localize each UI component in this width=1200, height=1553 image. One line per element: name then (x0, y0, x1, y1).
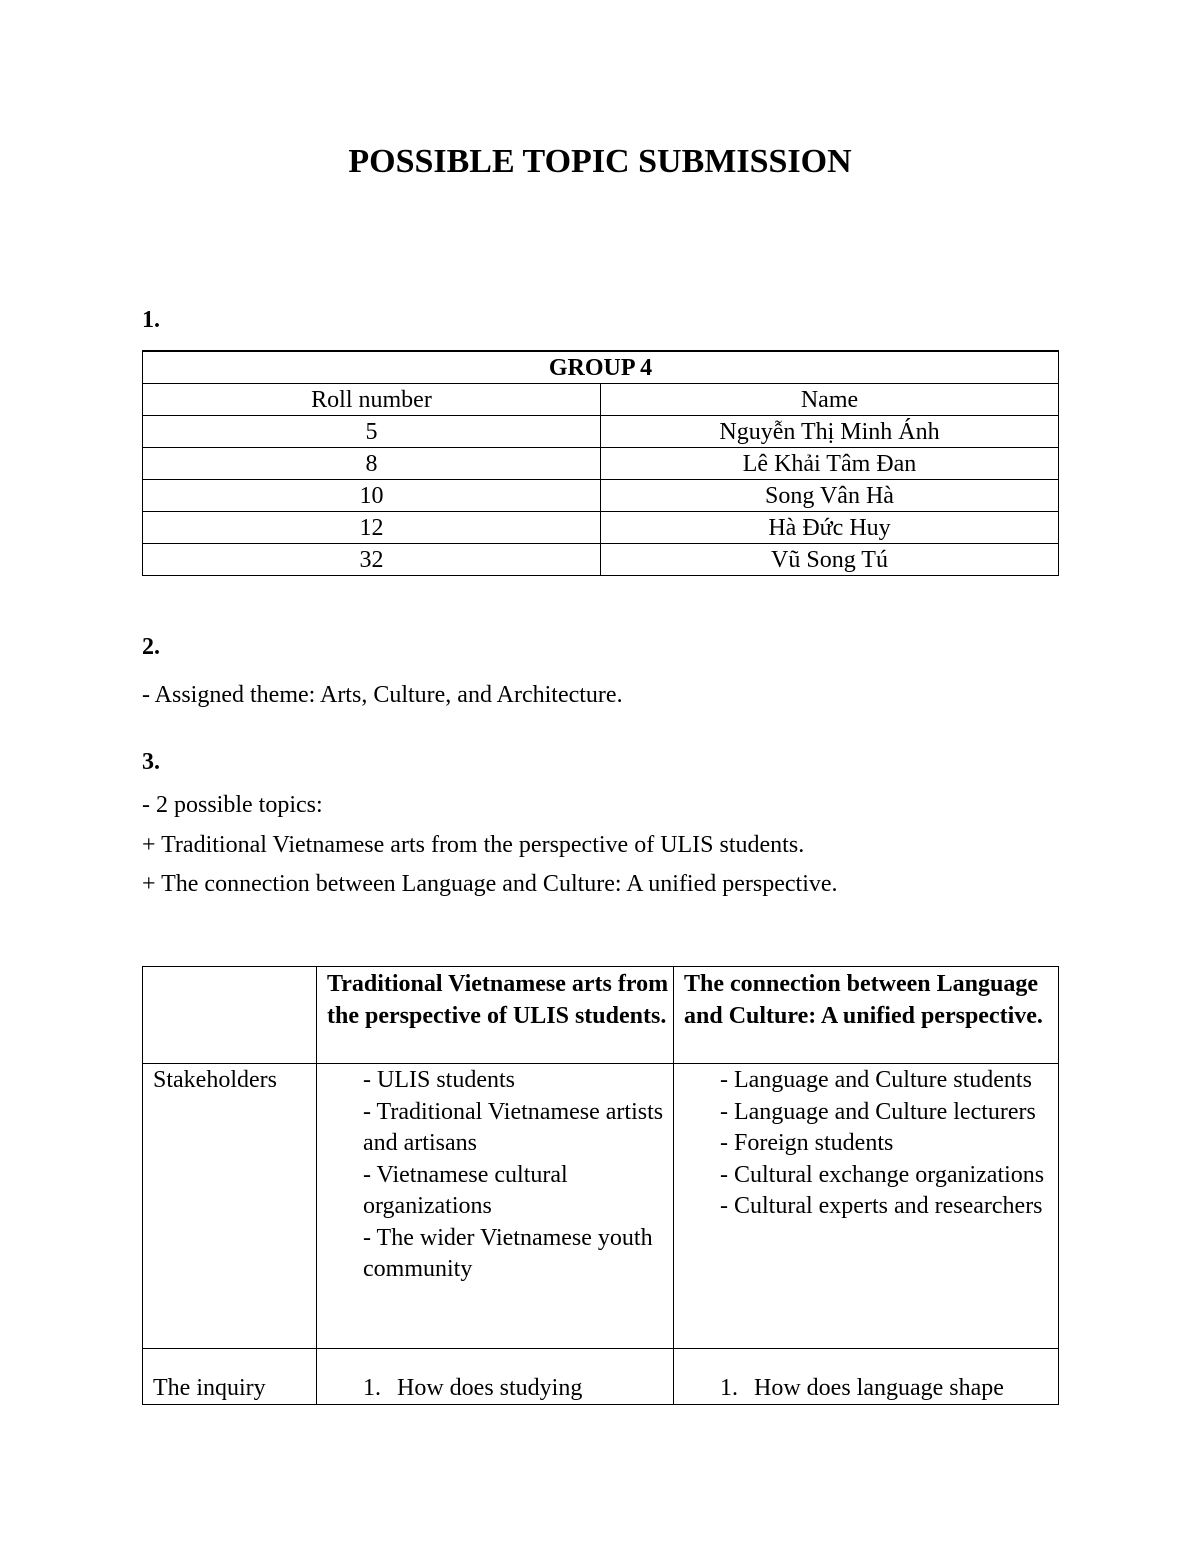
topic-2-line: + The connection between Language and Culture: A unified perspective. (142, 871, 838, 897)
topic-comparison-table (142, 966, 1059, 1405)
empty-corner-cell (143, 967, 317, 1064)
list-item: - Traditional Vietnamese artists and artisans (363, 1098, 664, 1156)
list-item: - Vietnamese cultural organizations (363, 1161, 568, 1219)
group-members-table (142, 350, 1059, 576)
topic-1-line: + Traditional Vietnamese arts from the perspective of ULIS students. (142, 832, 805, 858)
page-title: POSSIBLE TOPIC SUBMISSION (348, 143, 852, 180)
roll-number-cell: 32 (143, 544, 601, 576)
inquiry-topic-1-item (327, 1373, 673, 1405)
name-cell: Lê Khải Tâm Đan (601, 448, 1059, 480)
stakeholders-topic-2-cell (674, 1064, 1059, 1349)
name-header: Name (601, 384, 1059, 416)
stakeholders-row (143, 1064, 1059, 1349)
roll-number-cell: 10 (143, 480, 601, 512)
topic-1-header: Traditional Vietnamese arts from the perspective of ULIS students. (317, 967, 674, 1064)
group-header-row (143, 351, 1059, 384)
column-header-row (143, 384, 1059, 416)
name-cell: Nguyễn Thị Minh Ánh (601, 416, 1059, 448)
group-label: GROUP 4 (143, 351, 1059, 384)
inquiry-label: The inquiry (143, 1349, 317, 1405)
table-row (143, 416, 1059, 448)
table-row (143, 512, 1059, 544)
list-item: - Cultural exchange organizations (720, 1161, 1045, 1188)
assigned-theme: - Assigned theme: Arts, Culture, and Architecture. (142, 682, 623, 708)
list-item: - ULIS students (363, 1067, 515, 1093)
stakeholders-label: Stakeholders (143, 1064, 317, 1349)
item-text: How does studying (397, 1374, 583, 1401)
inquiry-topic-1-cell (317, 1349, 674, 1405)
list-item: - Foreign students (720, 1130, 894, 1156)
list-item: - Cultural experts and researchers (720, 1193, 1043, 1219)
section-1-number: 1. (142, 307, 160, 333)
item-number: 1. (363, 1374, 381, 1401)
inquiry-topic-2-cell (674, 1349, 1059, 1405)
table-row (143, 480, 1059, 512)
item-number: 1. (720, 1374, 738, 1401)
name-cell: Song Vân Hà (601, 480, 1059, 512)
topics-intro: - 2 possible topics: (142, 792, 323, 818)
item-text: How does language shape (754, 1374, 1004, 1401)
roll-number-cell: 8 (143, 448, 601, 480)
stakeholders-topic-2-list (684, 1065, 1058, 1223)
inquiry-row (143, 1349, 1059, 1405)
stakeholders-topic-1-cell (317, 1064, 674, 1349)
comparison-header-row (143, 967, 1059, 1064)
section-2-number: 2. (142, 634, 160, 660)
inquiry-topic-2-item (684, 1373, 1058, 1405)
table-row (143, 448, 1059, 480)
roll-number-header: Roll number (143, 384, 601, 416)
list-item: - Language and Culture students (720, 1067, 1032, 1093)
name-cell: Vũ Song Tú (601, 544, 1059, 576)
stakeholders-topic-1-list (327, 1065, 673, 1286)
section-3-number: 3. (142, 749, 160, 775)
name-cell: Hà Đức Huy (601, 512, 1059, 544)
table-row (143, 544, 1059, 576)
roll-number-cell: 12 (143, 512, 601, 544)
list-item: - The wider Vietnamese youth community (363, 1224, 653, 1282)
topic-2-header: The connection between Language and Culture: A unified perspective. (674, 967, 1059, 1064)
roll-number-cell: 5 (143, 416, 601, 448)
list-item: - Language and Culture lecturers (720, 1098, 1036, 1125)
